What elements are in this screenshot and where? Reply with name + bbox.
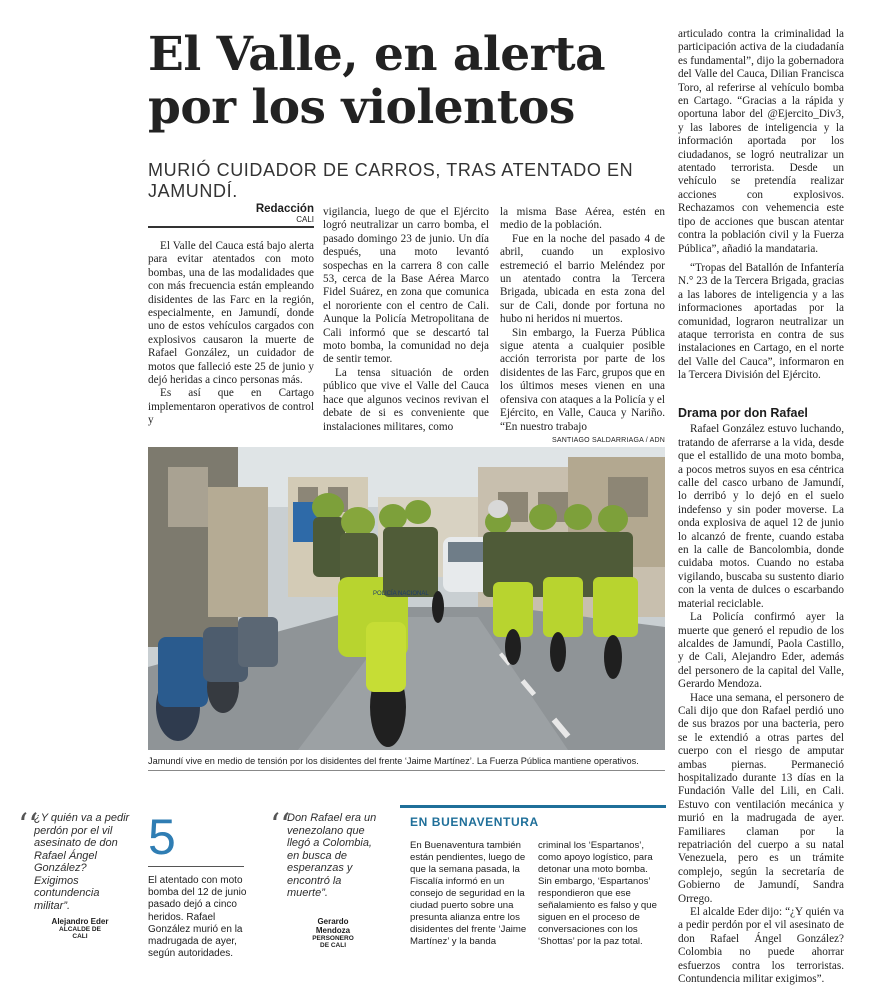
paragraph: Es así que en Cartago implementaron operativos de control y [148,387,314,427]
quote-author-role: ALCALDE DE [59,926,101,933]
buenaventura-column-2: criminal los ‘Espartanos’, como apoyo logístico, para detonar una moto bomba. Sin embargo, ‘Espartanos’ respondieron que ese señalamiento es falso y que siguen en el proceso de conversaciones con los ‘Shottas’ por la paz total. [538,840,657,947]
quote-author-city: CALI [72,933,88,940]
news-photo [148,447,665,750]
byline [148,203,314,224]
quote-eder: ¿Y quién va a pedir perdón por el vil asesinato de don Rafael Ángel González? Exigimos contundencia militar”. [34,812,130,912]
paragraph: El alcalde Eder dijo: “¿Y quién va a pedir perdón por el vil asesinato de don Rafael Ángel González? Colombia no puede ahorrar esfuerzos contra los terroristas. Contundencia militar exigimos”. [678,906,844,986]
paragraph: La Policía confirmó ayer la muerte que generó el repudio de los alcaldes de Jamundí, Paola Castillo, y de Cali, Alejandro Eder, además del personero de la capital del Valle, Gerardo Mendoza. [678,611,844,691]
article-column-1 [148,240,314,428]
quote-author-city: DE CALI [320,942,346,949]
paragraph: La tensa situación de orden público que vive el Valle del Cauca hace que algunos vecinos revivan el debate de si es conveniente que instalaciones militares, como [323,366,489,433]
stat-number: 5 [148,809,176,865]
quote-mendoza: Don Rafael era un venezolano que llegó a Colombia, en busca de esperanzas y encontró la muerte”. [287,812,377,899]
byline-name: Redacción [255,203,314,215]
buenaventura-title: EN BUENAVENTURA [410,815,539,829]
quote-eder-author [42,917,118,940]
quote-mendoza-author [300,917,366,949]
subheadline: MURIÓ CUIDADOR DE CARROS, TRAS ATENTADO EN JAMUNDÍ. [148,160,634,201]
article-column-4-drama [678,407,844,986]
buenaventura-column-1: En Buenaventura también están pendientes, luego de que la semana pasada, la Fiscalía informó en un consejo de seguridad en la ciudad puerto sobre una presunta alianza entre los disidentes del frente ‘Jaime Martínez’ y la banda [410,840,527,947]
paragraph: Hace una semana, el personero de Cali dijo que don Rafael perdió uno de sus brazos por una bacteria, pero se le extendió a otras partes del cuerpo con el riesgo de amputar ambas piernas. Permaneció hospitalizado durante 13 días en la Fundación Valle del Lili, en Cali. Estuvo con ventilación mecánica y murió en la madrugada de ayer. Familiares claman por la repatriación del cuerpo a su natal Venezuela, pero es un trámite complejo, según la secretaría de Gobierno de Jamundí, Sandra Orrego. [678,691,844,905]
caption-rule [148,770,665,771]
byline-city: CALI [296,215,314,224]
quote-author-name: Alejandro Eder [51,917,109,926]
paragraph: Fue en la noche del pasado 4 de abril, cuando un explosivo estremeció el barrio Meléndez por un atentado contra la Tercera Brigada, ubicada en esta zona del sur de Cali, donde por fortuna no hubo ni heridos ni muertos. [500,232,665,326]
stat-text: El atentado con moto bomba del 12 de junio pasado dejó a cinco heridos. Rafael González murió en la madrugada de ayer, según autoridades. [148,875,247,960]
quote-mark-icon: ‘‘ [18,806,39,844]
quote-author-name: Gerardo Mendoza [315,917,351,935]
paragraph: la misma Base Aérea, estén en medio de la población. [500,206,665,232]
article-column-2 [323,206,489,434]
quote-author-role: PERSONERO [312,935,354,942]
photo-caption: Jamundí vive en medio de tensión por los disidentes del frente ‘Jaime Martínez’. La Fuerza Pública mantiene operativos. [148,756,639,766]
paragraph: Rafael González estuvo luchando, tratando de aferrarse a la vida, desde que el estallido de una moto bomba, a pocos metros suyos en esa céntrica calle del casco urbano de Jamundí, lo derribó y lo dejó en el suelo indefenso y sin poder moverse. La onda explosiva de aquel 12 de junio lo alcanzó de frente, cuando estaba en la calle de Bancolombia, donde cuidaba motos. Cuando no estaba vigilando, buscaba su sustento diario con la venta de dulces o escarbando material reciclable. [678,423,844,610]
article-column-3 [500,206,665,434]
section-heading-drama: Drama por don Rafael [678,406,808,420]
photo-credit: SANTIAGO SALDARRIAGA / ADN [552,437,665,444]
police-motorcycles-illustration [148,447,665,750]
quote-mark-icon: ‘‘ [270,806,291,844]
paragraph: El Valle del Cauca está bajo alerta para evitar atentados con moto bombas, una de las modalidades que con más frecuencia están empleando disidentes de las Farc en la región, especialmente, en Jamundí, donde uno de estos vehículos cargados con explosivos causaron la muerte de Rafael González, un cuidador de motos que falleció este 25 de junio y dejó heridas a cinco personas más. [148,240,314,387]
police-sign-text: POLICÍA NACIONAL [373,591,429,597]
paragraph: vigilancia, luego de que el Ejército logró neutralizar un carro bomba, el pasado domingo 23 de junio. Un día después, una moto levantó sospechas en la carrera 8 con calle 53, cerca de la Base Aérea Marco Fidel Suárez, en zona que comunica el nororiente con el centro de Cali. Aunque la Policía Metropolitana de Cali informó que se descartó tal moto bomba, la comunidad no deja de sentir temor. [323,206,489,366]
stat-rule [148,866,244,867]
paragraph: articulado contra la criminalidad la participación activa de la ciudadanía es fundamental”, dijo la gobernadora del Valle del Cauca, Dilian Francisca Toro, al referirse al vehículo bomba en Cartago. “Gracias a la rápida y oportuna labor del @Ejercito_Div3, y las labores de inteligencia y la información aportada por los ciudadanos, se logró neutralizar un atentado terrorista. Desde un vehículo se pretendía realizar acciones con explosivos. Rechazamos con vehemencia este tipo de acciones que buscan atentar contra la población civil y la Fuerza Pública”, añadió la mandataria. [678,28,844,255]
headline: El Valle, en alerta por los violentos [148,27,606,135]
byline-rule [148,226,314,228]
buenaventura-box-rule [400,805,666,808]
article-column-4 [678,28,844,383]
paragraph: “Tropas del Batallón de Infantería N.° 23 de la Tercera Brigada, gracias a las labores de inteligencia y a las informaciones aportadas por la comunidad, lograron neutralizar un ataque terrorista en contra de sus instalaciones en Cartago, en el norte del Valle del Cauca”, informaron en la Tercera División del Ejército. [678,261,844,382]
paragraph: Sin embargo, la Fuerza Pública sigue atenta a cualquier posible acción terrorista por parte de los disidentes de las Farc, grupos que en los últimos meses vienen en una ofensiva con ataques a la Policía y el Ejército, en Valle, Cauca y Nariño. “En nuestro trabajo [500,326,665,433]
